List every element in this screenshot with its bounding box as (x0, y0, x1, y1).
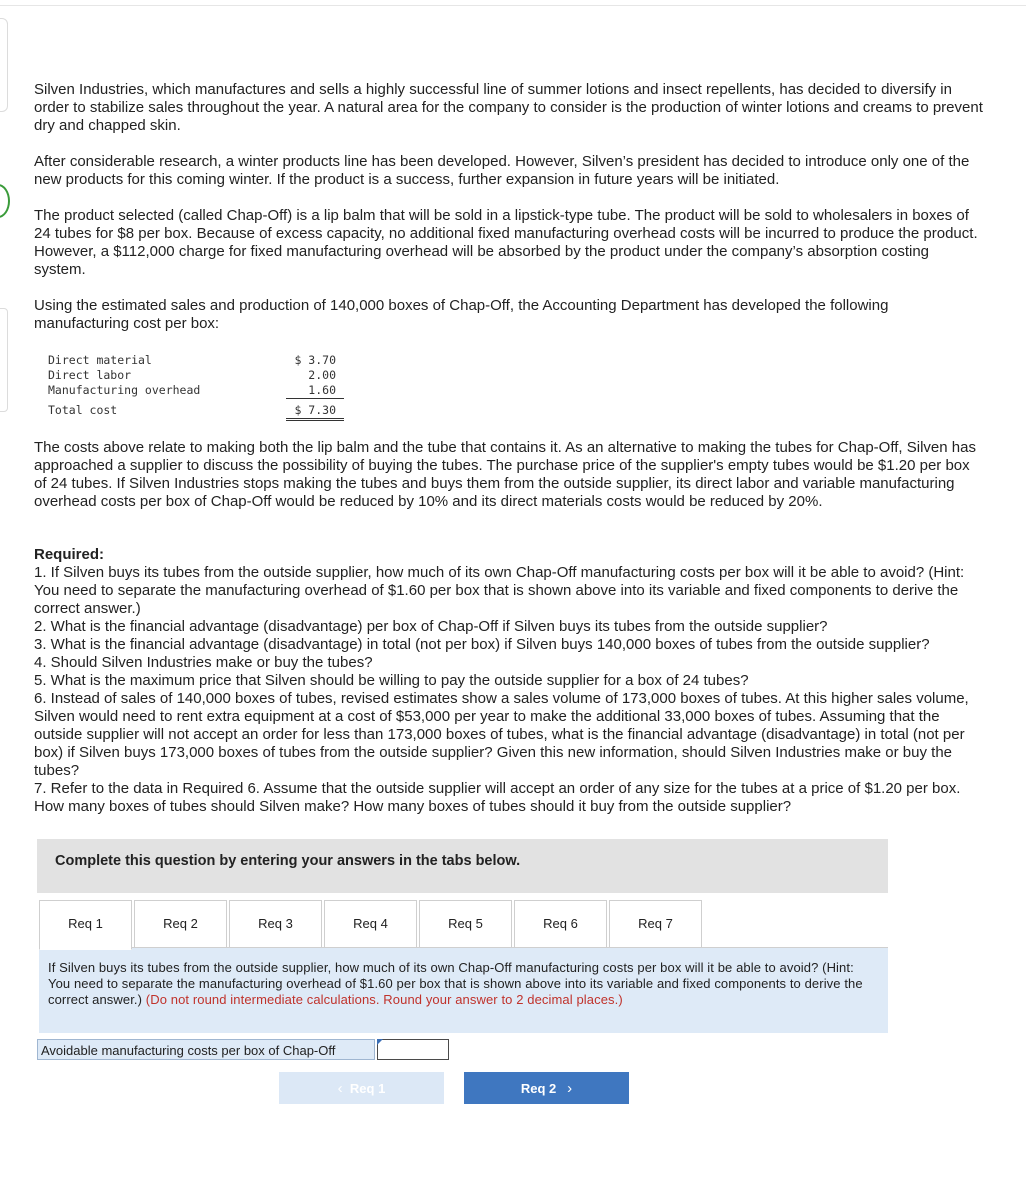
complete-banner (37, 839, 888, 893)
cost-label: Total cost (48, 403, 118, 417)
tab-req-4[interactable]: Req 4 (324, 900, 417, 948)
avoidable-costs-input[interactable] (377, 1039, 449, 1060)
input-corner-marker-icon (377, 1039, 383, 1045)
cost-value: $ 3.70 (294, 353, 336, 367)
required-item-3: 3. What is the financial advantage (disadvantage) in total (not per box) if Silven buys 140,000 boxes of tubes from the outside supplier? (34, 636, 930, 653)
panel-question-text (48, 960, 878, 1008)
cost-label: Manufacturing overhead (48, 383, 201, 397)
cost-label: Direct labor (48, 368, 132, 382)
cost-value: 1.60 (308, 383, 336, 397)
total-double-rule-1 (286, 418, 344, 419)
side-widget-circle (0, 184, 10, 218)
required-title: Required: (34, 546, 105, 563)
intro-paragraph-2: After considerable research, a winter products line has been developed. However, Silven’s president has decided to introduce only one of the new products for this coming winter. If the product is a success, further expansion in future years will be initiated. (34, 153, 970, 188)
required-item-1: 1. If Silven buys its tubes from the outside supplier, how much of its own Chap-Off manufacturing costs per box will it be able to avoid? (Hint: You need to separate the manufacturing overhead of $1.60 per box that is shown above into its variable and fixed components to derive the correct answer.) (34, 564, 965, 617)
tab-req-3[interactable]: Req 3 (229, 900, 322, 948)
tab-req-1[interactable]: Req 1 (39, 900, 132, 950)
cost-value: $ 7.30 (294, 403, 336, 417)
cost-value: 2.00 (308, 368, 336, 382)
intro-paragraph-4: Using the estimated sales and production of 140,000 boxes of Chap-Off, the Accounting Department has developed the following manufacturing cost per box: (34, 297, 889, 332)
tab-req-6[interactable]: Req 6 (514, 900, 607, 948)
cost-label: Direct material (48, 353, 152, 367)
next-req-button[interactable] (464, 1072, 629, 1104)
chevron-left-icon: ‹ (337, 1079, 343, 1097)
complete-banner-text: Complete this question by entering your answers in the tabs below. (55, 853, 521, 869)
intro-paragraph-3: The product selected (called Chap-Off) is a lip balm that will be sold in a lipstick-type tube. The product will be sold to wholesalers in boxes of 24 tubes for $8 per box. Because of excess capacity, no additional fixed manufacturing overhead costs will be incurred to produce the product. However, a $112,000 charge for fixed manufacturing overhead will be absorbed by the product under the company’s absorption costing system. (34, 207, 978, 278)
required-section (34, 546, 984, 816)
intro-paragraph-1: Silven Industries, which manufactures and sells a highly successful line of summer lotions and insect repellents, has decided to diversify in order to stabilize sales throughout the year. A natural area for the company to consider is the production of winter lotions and creams to prevent dry and chapped skin. (34, 81, 983, 134)
prev-req-button[interactable] (279, 1072, 444, 1104)
tab-req-5[interactable]: Req 5 (419, 900, 512, 948)
avoidable-costs-label: Avoidable manufacturing costs per box of Chap-Off (37, 1039, 375, 1060)
panel-instruction: (Do not round intermediate calculations. Round your answer to 2 decimal places.) (145, 992, 623, 1007)
next-req-label: Req 2 (520, 1080, 557, 1096)
required-item-2: 2. What is the financial advantage (disadvantage) per box of Chap-Off if Silven buys its tubes from the outside supplier? (34, 618, 828, 635)
tab-req-2[interactable]: Req 2 (134, 900, 227, 948)
side-widget-bottom (0, 308, 8, 412)
top-divider (0, 5, 1026, 6)
subtotal-rule (286, 398, 344, 399)
required-item-6: 6. Instead of sales of 140,000 boxes of tubes, revised estimates show a sales volume of 173,000 boxes of tubes. At this higher sales volume, Silven would need to rent extra equipment at a cost of $53,000 per year to make the additional 33,000 boxes of tubes. Assuming that the outside supplier will not accept an order for less than 173,000 boxes of tubes, what is the financial advantage (disadvantage) in total (not per box) if Silven buys 173,000 boxes of tubes from the outside supplier? Given this new information, should Silven Industries make or buy the tubes? (34, 690, 969, 779)
intro-paragraph-5: The costs above relate to making both the lip balm and the tube that contains it. As an alternative to making the tubes for Chap-Off, Silven has approached a supplier to discuss the possibility of buying the tubes. The purchase price of the supplier's empty tubes would be $1.20 per box of 24 tubes. If Silven Industries stops making the tubes and buys them from the outside supplier, its direct labor and variable manufacturing overhead costs per box of Chap-Off would be reduced by 10% and its direct materials costs would be reduced by 20%. (34, 439, 976, 510)
req-1-question-panel (39, 947, 888, 1033)
side-widget-top (0, 18, 8, 112)
prev-req-label: Req 1 (349, 1080, 386, 1096)
required-item-4: 4. Should Silven Industries make or buy the tubes? (34, 654, 373, 671)
total-double-rule-2 (286, 420, 344, 421)
tab-req-7[interactable]: Req 7 (609, 900, 702, 948)
chevron-right-icon: › (567, 1079, 573, 1097)
required-item-5: 5. What is the maximum price that Silven should be willing to pay the outside supplier for a box of 24 tubes? (34, 672, 749, 689)
panel-question: If Silven buys its tubes from the outside supplier, how much of its own Chap-Off manufacturing costs per box will it be able to avoid? (Hint: You need to separate the manufacturing overhead of $1.60 per box that is shown above into its variable and fixed components to derive the correct answer.) (48, 960, 863, 1007)
required-item-7: 7. Refer to the data in Required 6. Assume that the outside supplier will accept an order of any size for the tubes at a price of $1.20 per box. How many boxes of tubes should Silven make? How many boxes of tubes should it buy from the outside supplier? (34, 780, 961, 815)
